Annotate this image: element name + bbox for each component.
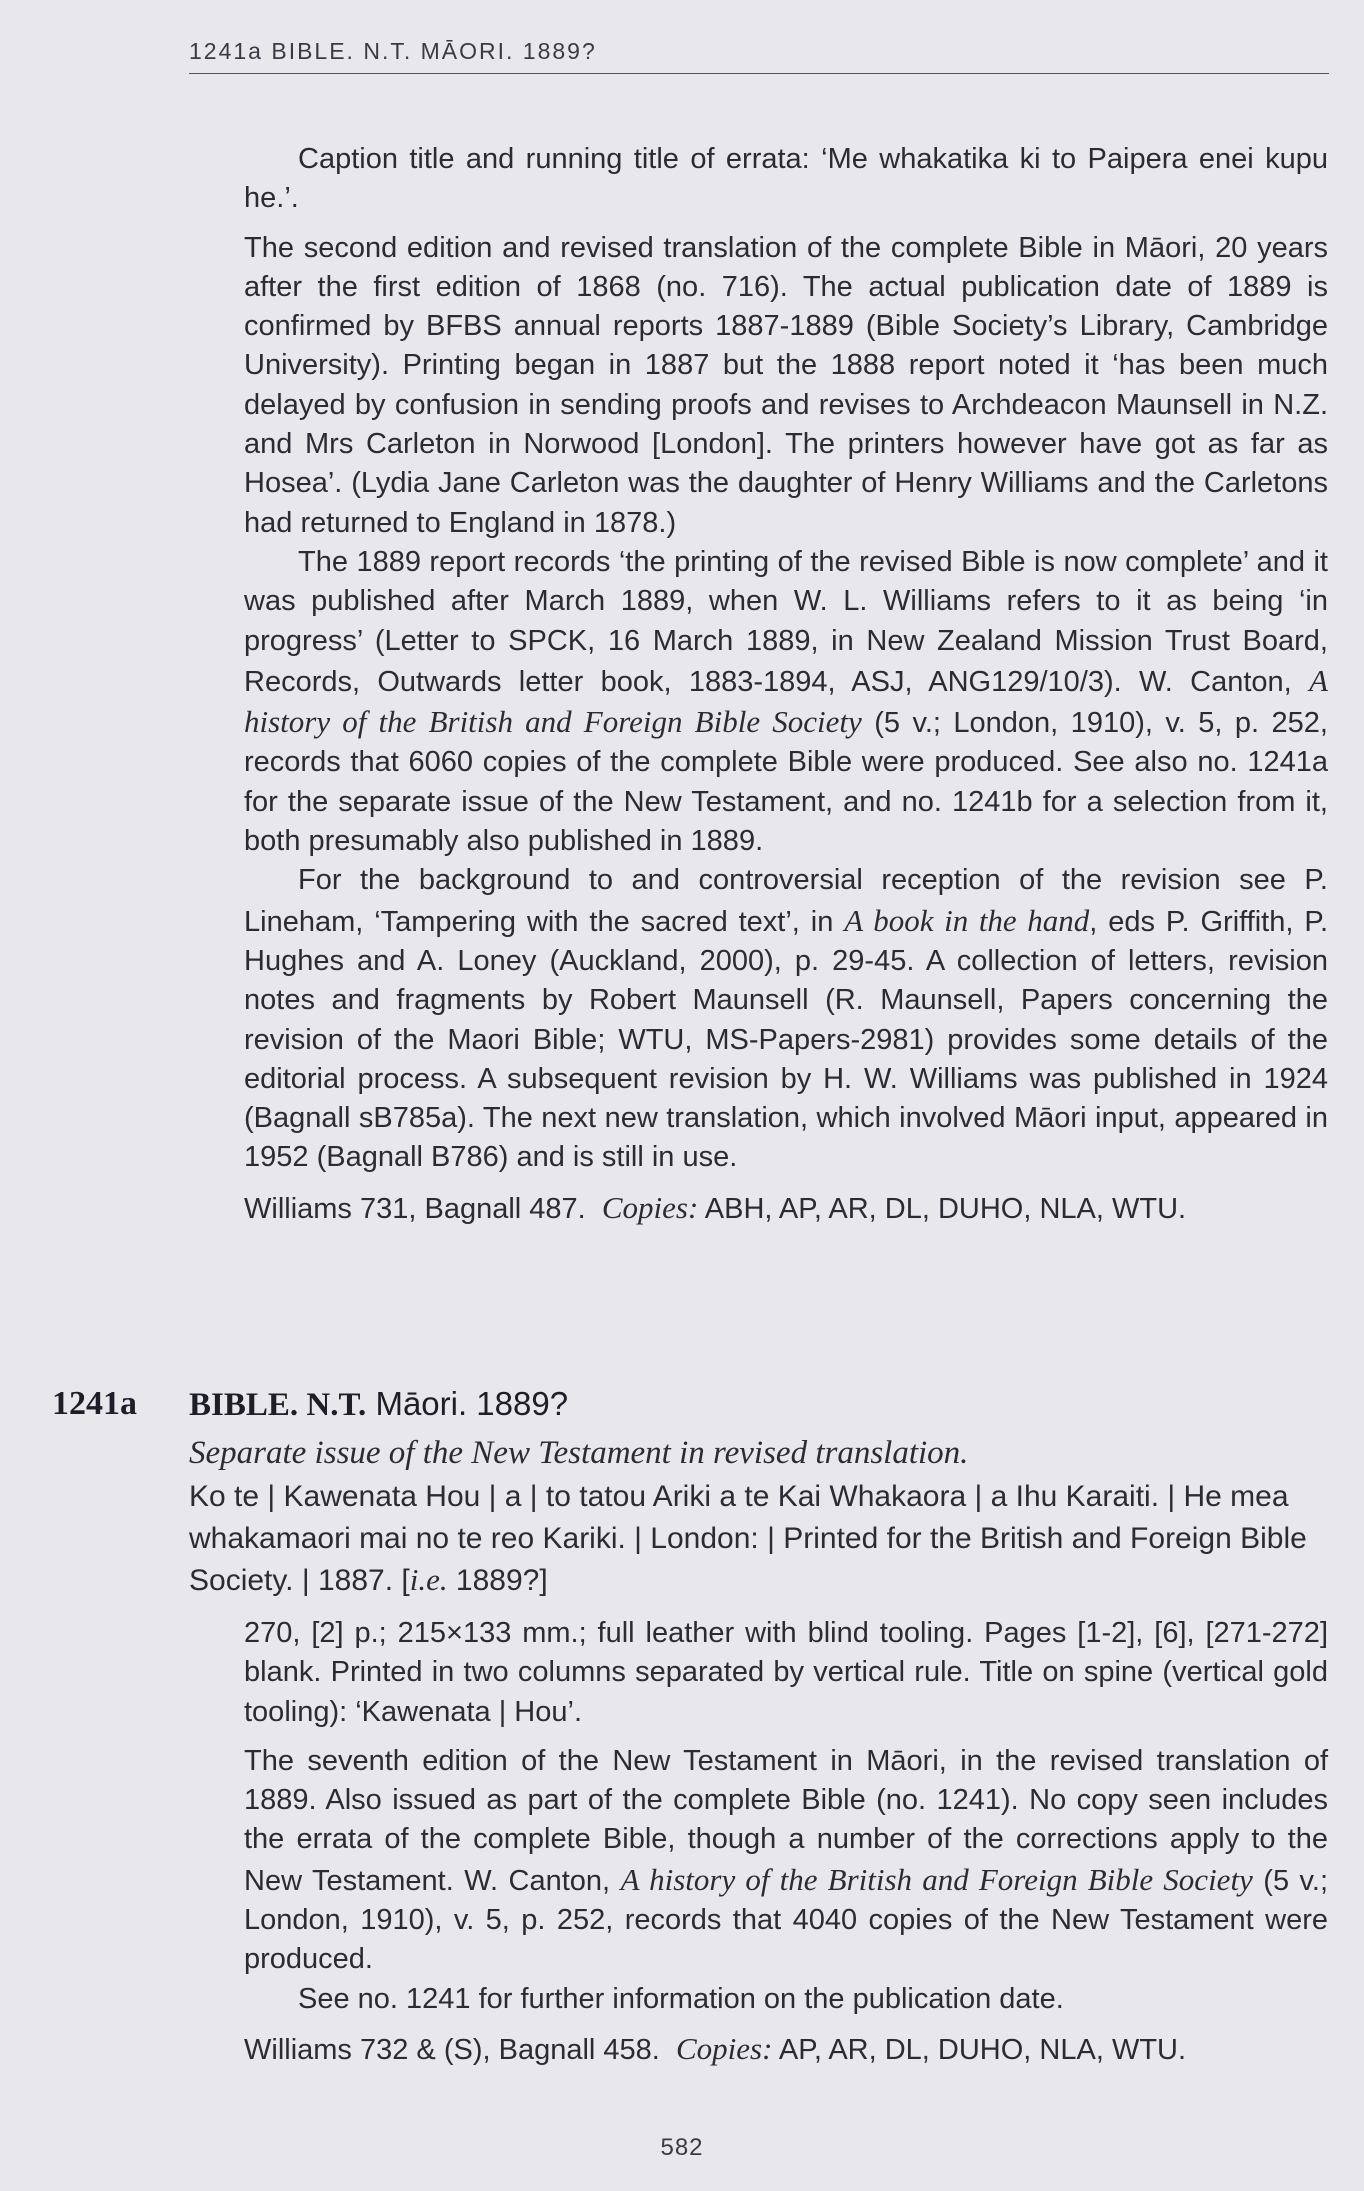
copies-label: Copies:: [601, 1189, 699, 1225]
heading-rest: Māori. 1889?: [375, 1385, 569, 1422]
prev-references: [244, 1188, 1328, 1229]
references-text: Williams 731, Bagnall 487.: [244, 1192, 586, 1225]
entry-title-transcription: [189, 1476, 1329, 1602]
copies-label: Copies:: [675, 2030, 773, 2066]
page-number: 582: [660, 2134, 704, 2161]
header-rule: [189, 73, 1329, 74]
entry-notes: [244, 1614, 1328, 2070]
entry-number: 1241a: [52, 1385, 137, 1422]
text-span: The 1889 report records ‘the printing of the revised Bible is now complete’ and it was published after March 1889, when W. L. Williams refers to it as being ‘in progress’ (Letter to SPCK, 16 March 1889, in New Zealand Mission Trust Board, Records, Outwards letter book, 1883-1894, ASJ, ANG129/10/3). W. Canton,: [244, 545, 1328, 698]
italic-abbrev: i.e.: [409, 1562, 448, 1597]
running-head: 1241a BIBLE. N.T. MĀORI. 1889?: [189, 38, 597, 64]
text-span: (5 v.; London, 1910), v. 5, p. 252, records that 6060 copies of the complete Bible were produced. See also no. 1241a for the separate issue of the New Testament, and no. 1241b for a selection from it, both presumably also published in 1889.: [244, 707, 1328, 858]
entry-note-paragraph-1: [244, 1742, 1328, 1980]
italic-title: A book in the hand: [844, 902, 1090, 938]
references-text: Williams 732 & (S), Bagnall 458.: [244, 2033, 660, 2066]
entry-references: [244, 2029, 1328, 2070]
text-span: (5 v.; London, 1910), v. 5, p. 252, records that 4040 copies of the New Testament were produced.: [244, 1864, 1329, 1976]
text-span: , eds P. Griffith, P. Hughes and A. Loney (Auckland, 2000), p. 29-45. A collection of letters, revision notes and fragments by Robert Maunsell (R. Maunsell, Papers concerning the revision of the Maori Bible; WTU, MS-Papers-2981) provides some details of the editorial process. A subsequent revision by H. W. Williams was published in 1924 (Bagnall sB785a). The next new translation, which involved Māori input, appeared in 1952 (Bagnall B786) and is still in use.: [244, 905, 1329, 1174]
text-span: 1889?]: [447, 1564, 548, 1597]
text-span: For the background to and controversial reception of the revision see P. Lineham, ‘Tampering with the sacred text’, in: [244, 864, 1328, 938]
italic-title: A history of the British and Foreign Bible Society: [620, 1861, 1253, 1897]
collation: 270, [2] p.; 215×133 mm.; full leather with blind tooling. Pages [1-2], [6], [271-272] blank. Printed in two columns separated by vertical rule. Title on spine (vertical gold tooling): ‘Kawenata | Hou’.: [244, 1617, 1328, 1728]
prev-entry-notes: [244, 140, 1328, 1229]
errata-caption: Caption title and running title of errata: ‘Me whakatika ki to Paipera enei kupu he.’.: [244, 143, 1328, 215]
copies-list: AP, AR, DL, DUHO, NLA, WTU.: [778, 2033, 1187, 2066]
copies-list: ABH, AP, AR, DL, DUHO, NLA, WTU.: [704, 1192, 1187, 1225]
prev-note-paragraph-3: [244, 861, 1328, 1177]
prev-note-paragraph-2: [244, 543, 1328, 861]
italic-title: A history of the British and Foreign Bible Society: [244, 662, 1329, 740]
entry-note-paragraph-2: See no. 1241 for further information on the publication date.: [298, 1982, 1064, 2015]
heading-bold: BIBLE. N.T.: [189, 1387, 367, 1423]
entry-heading: [189, 1385, 568, 1424]
text-span: Ko te | Kawenata Hou | a | to tatou Ariki a te Kai Whakaora | a Ihu Karaiti. | He mea whakamaori mai no te reo Kariki. | London: | Printed for the British and Foreign Bible Society. | 1887. [: [189, 1480, 1307, 1597]
prev-note-paragraph-1: The second edition and revised translation of the complete Bible in Māori, 20 years after the first edition of 1868 (no. 716). The actual publication date of 1889 is confirmed by BFBS annual reports 1887-1889 (Bible Society’s Library, Cambridge University). Printing began in 1887 but the 1888 report noted it ‘has been much delayed by confusion in sending proofs and revises to Archdeacon Maunsell in N.Z. and Mrs Carleton in Norwood [London]. The printers however have got as far as Hosea’. (Lydia Jane Carleton was the daughter of Henry Williams and the Carletons had returned to England in 1878.): [244, 231, 1328, 539]
entry-subtitle: Separate issue of the New Testament in revised translation.: [189, 1435, 969, 1471]
text-span: The seventh edition of the New Testament in Māori, in the revised translation of 1889. Also issued as part of the complete Bible (no. 1241). No copy seen includes the errata of the complete Bible, though a number of the corrections apply to the New Testament. W. Canton,: [244, 1744, 1328, 1897]
